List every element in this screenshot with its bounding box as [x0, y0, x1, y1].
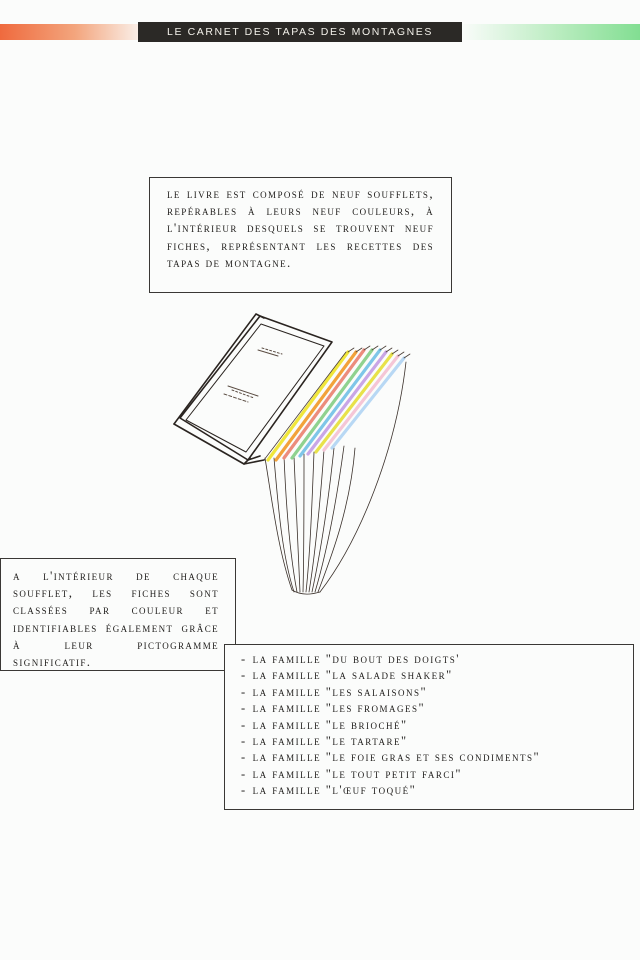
header-bar: [0, 22, 640, 42]
page-title: LE CARNET DES TAPAS DES MONTAGNES: [138, 22, 462, 42]
list-item: - la famille "les fromages": [241, 701, 426, 716]
list-item: - la famille "le brioché": [241, 717, 408, 732]
list-item: - la famille "les salaisons": [241, 684, 428, 699]
accordion-file-illustration: [160, 300, 420, 600]
colored-tabs: [268, 350, 404, 460]
inside-text-box: [0, 558, 236, 671]
list-item: - la famille "l'œuf toqué": [241, 783, 417, 798]
list-item: - la famille "le tartare": [241, 734, 408, 749]
intro-text: le livre est composé de neuf soufflets, repérables à leurs neuf couleurs, à l'intérieur desquels se trouvent neuf fiches, représentant les recettes des tapas de montagne.: [167, 186, 434, 270]
list-item: - la famille "le tout petit farci": [241, 766, 462, 781]
inside-text: a l'intérieur de chaque soufflet, les fiches sont classées par couleur et identifiables également grâce à leur pictogramme significatif.: [13, 568, 219, 670]
header-gradient-right: [460, 24, 640, 40]
list-item: - la famille "du bout des doigts': [241, 652, 460, 666]
intro-text-box: [149, 177, 452, 293]
list-item: - la famille "la salade shaker": [241, 668, 453, 683]
family-list-box: [224, 644, 634, 810]
accordion-file-sketch-icon: [174, 314, 410, 594]
header-gradient-left: [0, 24, 150, 40]
family-list: [241, 651, 633, 799]
list-item: - la famille "le foie gras et ses condiments": [241, 750, 541, 765]
